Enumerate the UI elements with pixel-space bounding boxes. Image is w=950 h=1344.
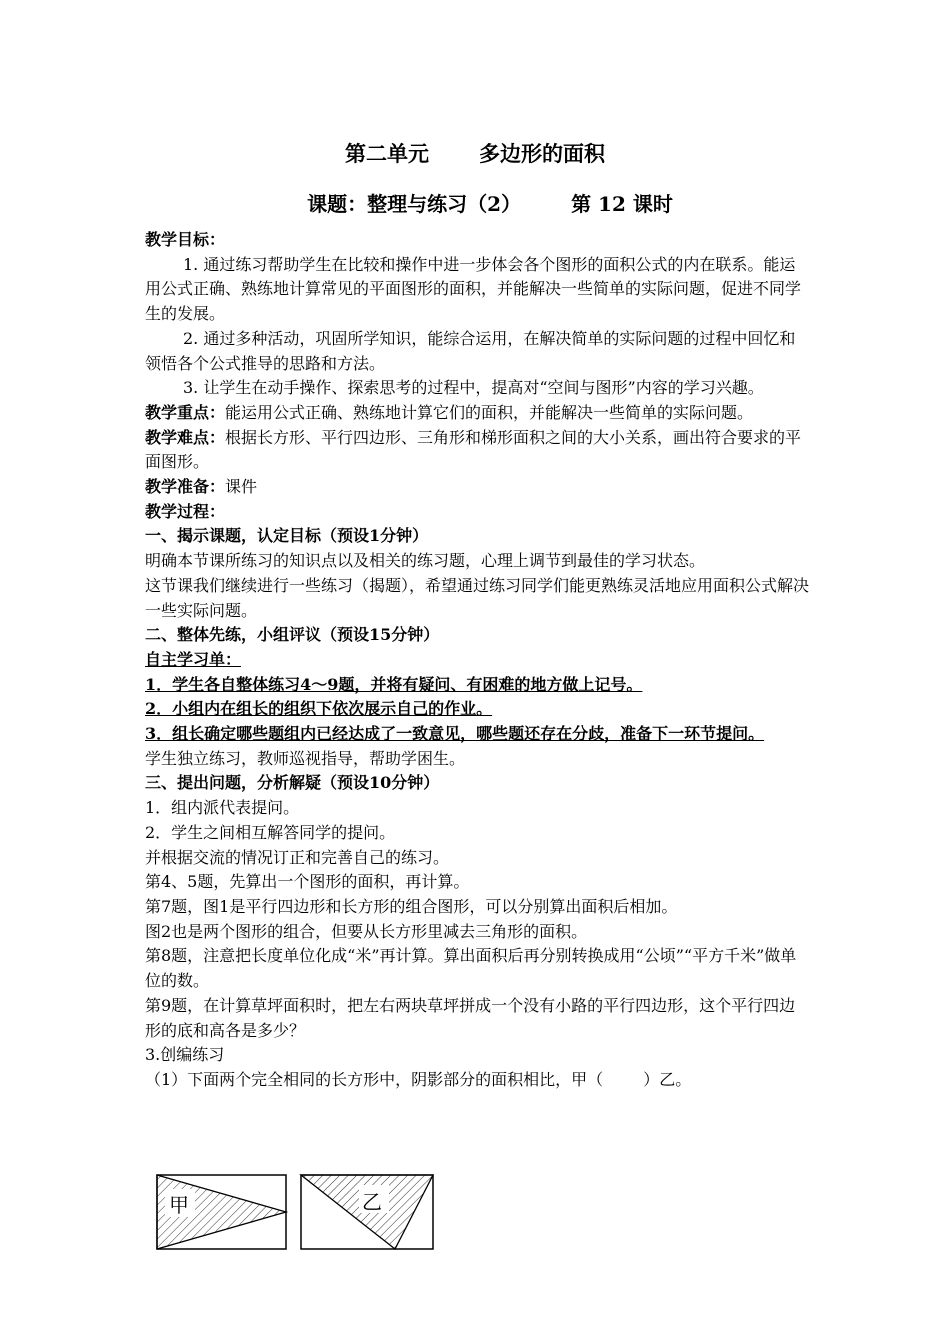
rectangle-figures xyxy=(155,1173,455,1253)
exercise-question: （1）下面两个完全相同的长方形中，阴影部分的面积相比，甲（ ）乙。 xyxy=(145,1069,692,1089)
section-line: 1．组内派代表提问。 xyxy=(145,798,300,818)
unit-number: 第二单元 xyxy=(345,141,429,166)
section-line: 图2也是两个图形的组合，但要从长方形里减去三角形的面积。 xyxy=(145,921,588,941)
lesson-topic: 课题：整理与练习（2） xyxy=(307,192,522,216)
lesson-period: 第 12 课时 xyxy=(571,192,673,216)
study-sheet-item: 1．学生各自整体练习4～9题，并将有疑问、有困难的地方做上记号。 xyxy=(145,674,643,694)
section-line: 第9题，在计算草坪面积时，把左右两块草坪拼成一个没有小路的平行四边形，这个平行四边形的底和高各是多少？ xyxy=(145,995,796,1040)
study-sheet-item: 3．组长确定哪些题组内已经达成了一致意见，哪些题还存在分歧，准备下一环节提问。 xyxy=(145,724,765,744)
section-line: 学生独立练习，教师巡视指导，帮助学困生。 xyxy=(145,748,466,768)
objectives-label: 教学目标： xyxy=(145,230,226,249)
section-line: 第8题，注意把长度单位化成“米”再计算。算出面积后再分别转换成用“公顷”“平方千米”做单位的数。 xyxy=(145,946,797,991)
process-label: 教学过程： xyxy=(145,501,226,521)
figure-yi xyxy=(301,1175,433,1249)
lesson-content xyxy=(145,228,810,1093)
figure-jia xyxy=(157,1175,286,1249)
objective-item: 1. 通过练习帮助学生在比较和操作中进一步体会各个图形的面积公式的内在联系。能运用公式正确、熟练地计算常见的平面图形的面积，并能解决一些简单的实际问题，促进不同学生的发展。 xyxy=(145,254,802,324)
objective-item: 2. 通过多种活动，巩固所学知识，能综合运用，在解决简单的实际问题的过程中回忆和领悟各个公式推导的思路和方法。 xyxy=(145,328,796,373)
section-heading: 三、提出问题，分析解疑（预设10分钟） xyxy=(145,773,440,793)
section-line: 2．学生之间相互解答同学的提问。 xyxy=(145,822,396,842)
difficulties-label: 教学难点： xyxy=(145,427,226,447)
section-line: 3.创编练习 xyxy=(145,1045,225,1065)
figure-label-yi: 乙 xyxy=(362,1190,382,1214)
key-points-text: 能运用公式正确、熟练地计算它们的面积，并能解决一些简单的实际问题。 xyxy=(225,402,754,422)
section-line: 第4、5题，先算出一个图形的面积，再计算。 xyxy=(145,872,470,892)
study-sheet-item: 2．小组内在组长的组织下依次展示自己的作业。 xyxy=(145,699,493,719)
preparation xyxy=(145,475,810,500)
section-line: 并根据交流的情况订正和完善自己的练习。 xyxy=(145,847,450,867)
unit-title: 多边形的面积 xyxy=(479,141,605,166)
figures-svg xyxy=(155,1173,455,1253)
key-points-label: 教学重点： xyxy=(145,402,226,422)
lesson-subtitle xyxy=(145,190,835,218)
section-line: 这节课我们继续进行一些练习（揭题），希望通过练习同学们能更熟练灵活地应用面积公式解决一些实际问题。 xyxy=(145,575,810,620)
difficulties-text: 根据长方形、平行四边形、三角形和梯形面积之间的大小关系，画出符合要求的平面图形。 xyxy=(145,427,802,472)
section-heading: 二、整体先练，小组评议（预设15分钟） xyxy=(145,625,440,645)
key-points xyxy=(145,401,810,426)
study-sheet-title: 自主学习单： xyxy=(145,649,242,669)
preparation-label: 教学准备： xyxy=(145,477,226,497)
figure-label-jia: 甲 xyxy=(169,1193,189,1217)
section-line: 第7题，图1是平行四边形和长方形的组合图形，可以分别算出面积后相加。 xyxy=(145,896,678,916)
section-heading: 一、揭示课题，认定目标（预设1分钟） xyxy=(145,526,429,546)
objective-item: 3. 让学生在动手操作、探索思考的过程中，提高对“空间与图形”内容的学习兴趣。 xyxy=(183,378,764,398)
difficulties xyxy=(145,426,810,475)
page-title xyxy=(145,140,805,168)
section-line: 明确本节课所练习的知识点以及相关的练习题，心理上调节到最佳的学习状态。 xyxy=(145,551,706,571)
preparation-text: 课件 xyxy=(225,477,258,497)
